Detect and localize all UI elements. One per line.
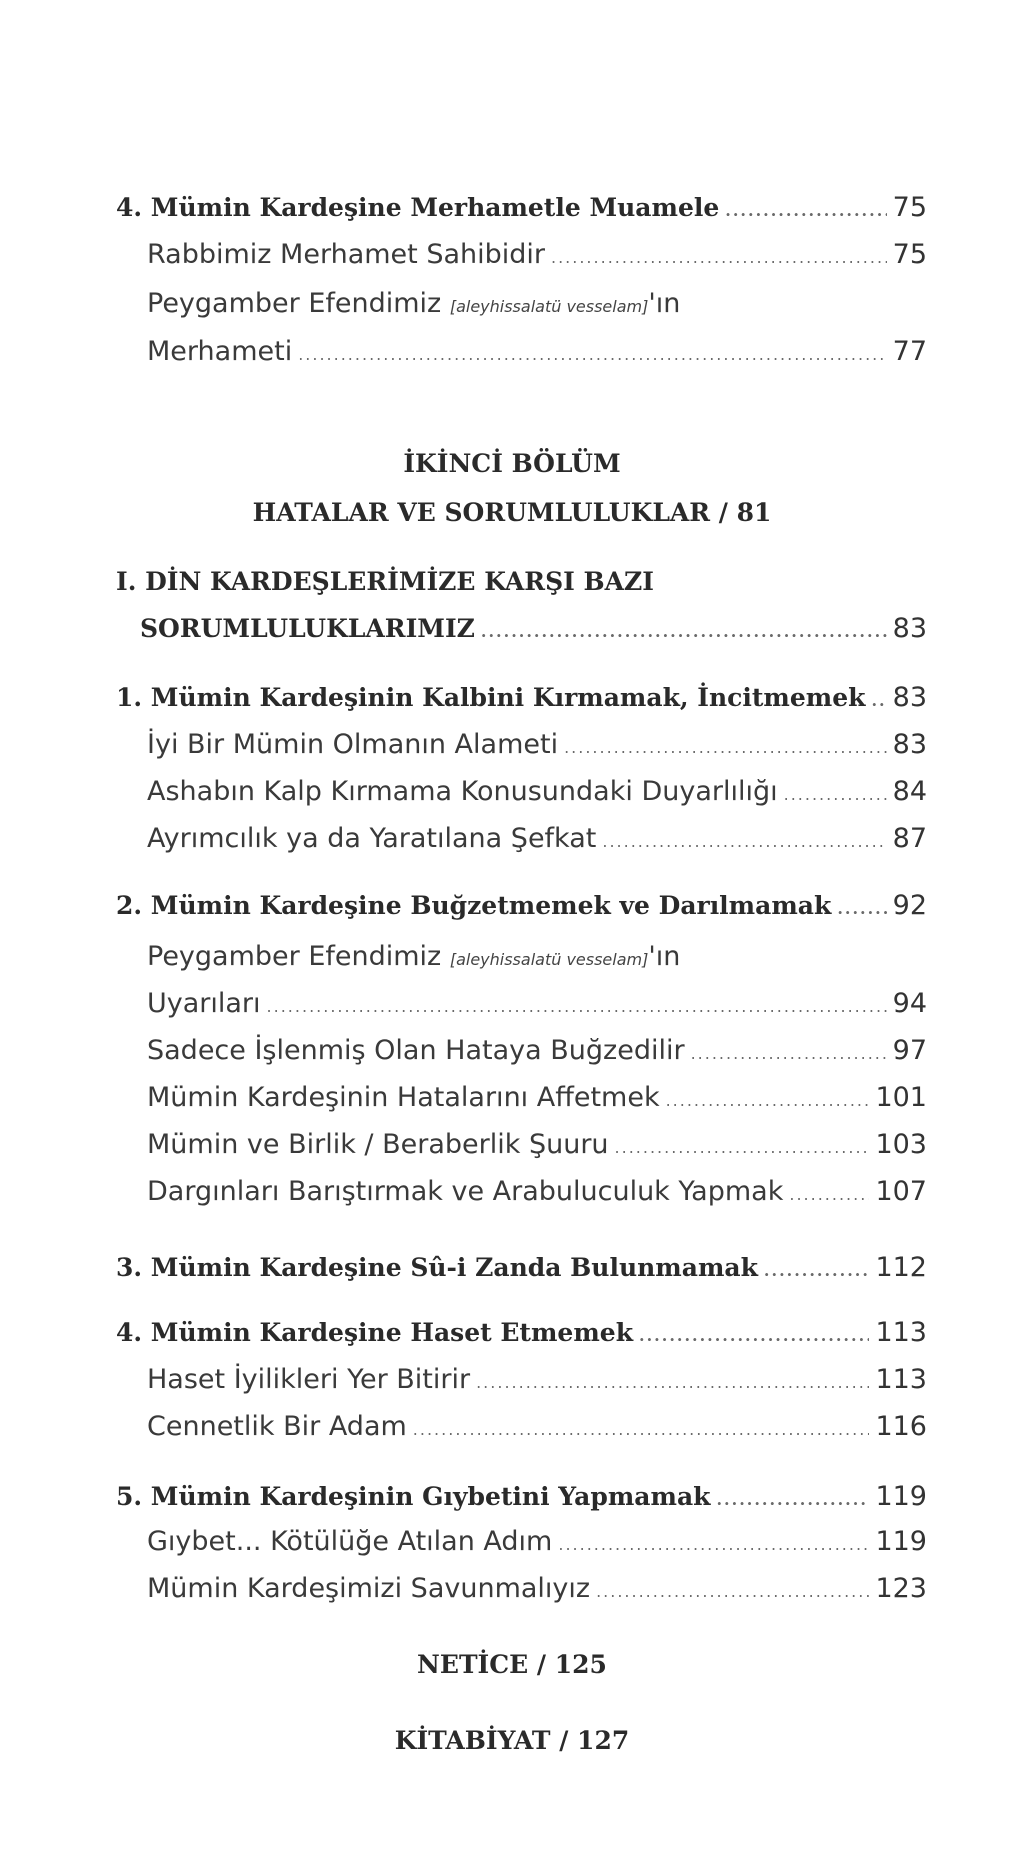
leader-dots (871, 683, 886, 719)
toc-subentry[interactable] (147, 986, 927, 1025)
leader-dots (764, 1253, 870, 1289)
leader-dots (789, 1177, 869, 1213)
page-number: 107 (875, 1176, 927, 1207)
toc-subentry[interactable] (147, 1409, 927, 1448)
entry-title: Ashabın Kalp Kırmama Konusundaki Duyarlılığı (147, 776, 778, 807)
entry-title: Gıybet... Kötülüğe Atılan Adım (147, 1526, 553, 1557)
entry-title: Mümin Kardeşinin Hatalarını Affetmek (147, 1082, 660, 1113)
toc-subentry[interactable] (147, 1080, 927, 1119)
toc-subentry[interactable] (147, 727, 927, 766)
leader-dots (639, 1318, 869, 1354)
page-number: 123 (875, 1573, 927, 1604)
honorific: [aleyhissalatü vesselam] (449, 950, 649, 969)
page-number: 77 (892, 336, 927, 367)
page-number: 116 (875, 1411, 927, 1442)
page-number: 83 (892, 682, 927, 713)
leader-dots (481, 614, 887, 650)
entry-title: 4. Mümin Kardeşine Haset Etmemek (116, 1318, 634, 1347)
leader-dots (413, 1412, 870, 1448)
suffix: 'ın (648, 288, 681, 319)
leader-dots (784, 777, 887, 813)
entry-title: 3. Mümin Kardeşine Sû-i Zanda Bulunmamak (116, 1253, 758, 1282)
page-number: 119 (875, 1526, 927, 1557)
entry-title: Ayrımcılık ya da Yaratılana Şefkat (147, 823, 597, 854)
toc-subentry[interactable] (147, 1362, 927, 1401)
leader-dots (558, 1527, 869, 1563)
suffix: 'ın (648, 941, 681, 972)
leader-dots (716, 1482, 869, 1518)
leader-dots (691, 1036, 887, 1072)
toc-subentry-line1 (147, 286, 680, 325)
entry-title: Dargınları Barıştırmak ve Arabuluculuk Yapmak (147, 1176, 784, 1207)
leader-dots (725, 193, 886, 229)
page-number: 103 (875, 1129, 927, 1160)
entry-title: Merhameti (147, 336, 293, 367)
entry-title: Peygamber Efendimiz (147, 288, 442, 319)
page-number: 87 (892, 823, 927, 854)
entry-title: Peygamber Efendimiz (147, 941, 442, 972)
bibliography-heading[interactable]: KİTABİYAT / 127 (394, 1726, 630, 1755)
toc-subentry[interactable] (147, 1127, 927, 1166)
leader-dots (551, 240, 887, 276)
entry-title: 1. Mümin Kardeşinin Kalbini Kırmamak, İncitmemek (116, 683, 866, 712)
leader-dots (602, 824, 886, 860)
toc-subentry[interactable] (147, 774, 927, 813)
toc-entry-chapter[interactable] (140, 611, 927, 650)
toc-entry[interactable] (116, 1479, 927, 1518)
leader-dots (564, 730, 887, 766)
page-number: 92 (892, 890, 927, 921)
entry-title: Haset İyilikleri Yer Bitirir (147, 1364, 471, 1395)
entry-title: SORUMLULUKLARIMIZ (140, 614, 475, 643)
leader-dots (267, 989, 887, 1025)
leader-dots (837, 891, 886, 927)
page-number: 97 (892, 1035, 927, 1066)
page-number: 75 (892, 239, 927, 270)
leader-dots (476, 1365, 869, 1401)
toc-entry[interactable] (116, 680, 927, 719)
honorific: [aleyhissalatü vesselam] (449, 297, 649, 316)
toc-subentry[interactable] (147, 1571, 927, 1610)
toc-entry-merhamet[interactable] (116, 190, 927, 229)
toc-entry[interactable] (116, 888, 927, 927)
toc-subentry[interactable] (147, 1174, 927, 1213)
page-number: 84 (892, 776, 927, 807)
toc-subentry[interactable] (147, 821, 927, 860)
entry-title: İyi Bir Mümin Olmanın Alameti (147, 729, 559, 760)
conclusion-heading[interactable]: NETİCE / 125 (417, 1650, 607, 1679)
page-number: 113 (875, 1317, 927, 1348)
entry-title: Sadece İşlenmiş Olan Hataya Buğzedilir (147, 1035, 685, 1066)
page-number: 112 (875, 1252, 927, 1283)
entry-title: 2. Mümin Kardeşine Buğzetmemek ve Darılmamak (116, 891, 832, 920)
toc-subentry-line1 (147, 939, 680, 978)
entry-title: Cennetlik Bir Adam (147, 1411, 407, 1442)
entry-title: 4. Mümin Kardeşine Merhametle Muamele (116, 193, 720, 222)
entry-title: Rabbimiz Merhamet Sahibidir (147, 239, 545, 270)
page-number: 83 (892, 729, 927, 760)
part-label: İKİNCİ BÖLÜM (403, 449, 621, 478)
page-number: 113 (875, 1364, 927, 1395)
entry-title: Mümin Kardeşimizi Savunmalıyız (147, 1573, 591, 1604)
toc-entry[interactable] (116, 1315, 927, 1354)
page-number: 94 (892, 988, 927, 1019)
part-title: HATALAR VE SORUMLULUKLAR / 81 (252, 498, 772, 527)
toc-entry[interactable] (116, 1250, 927, 1289)
page-number: 101 (875, 1082, 927, 1113)
page-number: 83 (892, 613, 927, 644)
entry-title: Uyarıları (147, 988, 261, 1019)
entry-title: Mümin ve Birlik / Beraberlik Şuuru (147, 1129, 609, 1160)
leader-dots (666, 1083, 870, 1119)
page-number: 119 (875, 1481, 927, 1512)
entry-title: 5. Mümin Kardeşinin Gıybetini Yapmamak (116, 1482, 711, 1511)
leader-dots (615, 1130, 870, 1166)
chapter-title: I. DİN KARDEŞLERİMİZE KARŞI BAZI (116, 567, 655, 596)
leader-dots (298, 337, 886, 373)
leader-dots (596, 1574, 869, 1610)
toc-subentry[interactable] (147, 334, 927, 373)
toc-subentry[interactable] (147, 1033, 927, 1072)
toc-subentry[interactable] (147, 1524, 927, 1563)
page-number: 75 (892, 192, 927, 223)
toc-subentry[interactable] (147, 237, 927, 276)
